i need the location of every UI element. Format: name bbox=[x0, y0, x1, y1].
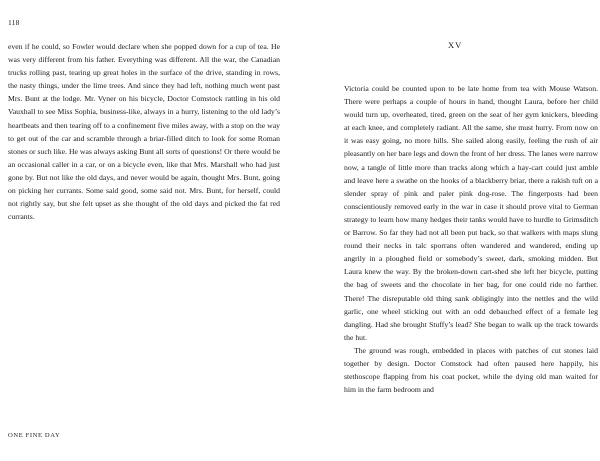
chapter-heading: XV bbox=[448, 40, 463, 50]
running-footer: ONE FINE DAY bbox=[8, 432, 61, 439]
right-text-column bbox=[344, 82, 598, 396]
page-number: 118 bbox=[8, 18, 20, 27]
left-text-column bbox=[8, 40, 280, 223]
right-page bbox=[300, 0, 600, 461]
right-paragraph-1: Victoria could be counted upon to be late home from tea with Mouse Watson. There were perhaps a couple of hours in hand, thought Laura, before her child would turn up, overheated, tired, green on the seat of her gym knickers, bleeding at each knee, and completely radiant. All the same, she must hurry. From now on it was easy going, no more hills. She sailed along easily, feeling the rush of air pleasantly on her bare legs and down the front of her dress. The lanes were narrow now, a tangle of little more than tracks along which a hay-cart could just amble and leave here a swathe on the hooks of a blackberry briar, there a rakish tuft on a slender spray of pink and paler pink dog-rose. The fingerposts had been conscientiously removed early in the war in case it should prove vital to German strategy to learn how many hedges their tanks would have to hurdle to Grimsditch or Barrow. So far they had not all been put back, so that walkers with maps slung round their necks in talc sporrans often wandered and wandered, ending up angrily in a ploughed field or somebody’s sweet, dark, smoking midden. But Laura knew the way. By the broken-down cart-shed she left her bicycle, putting the bag of sweets and the chocolate in her bag, for one could ride no farther. There! The disreputable old thing sank obligingly into the nettles and the wild garlic, one wheel sticking out with an odd debauched effect of a female leg dangling. Had she brought Stuffy’s lead? She began to walk up the track towards the hut. bbox=[344, 84, 598, 342]
left-paragraph-1: even if he could, so Fowler would declare when she popped down for a cup of tea. He was very different from his father. Everything was different. All the war, the Canadian trucks rolling past, tearing up great holes in the surface of the drive, standing in rows, the nasty things, under the lime trees. And since they had left, nothing much went past Mrs. Bunt at the lodge. Mr. Vyner on his bicycle, Doctor Comstock rattling in his old Vauxhall to see Miss Sophia, business-like, always in a hurry, listening to the old lady’s heartbeats and then tearing off to a confinement five miles away, with a stop on the way to get out of the car and scramble through a briar-filled ditch to look for some Roman stones or such like. He was always asking Bunt all sorts of questions! Or there would be an occasional caller in a car, or on a bicycle even, like that Mrs. Marshall who had just gone by. But not like the old days, and never would be again, thought Mrs. Bunt, going on picking her currants. Some said good, some said not. Mrs. Bunt, for herself, could not rightly say, but she felt upset as she thought of the old days and picked the fat red currants. bbox=[8, 42, 280, 222]
right-paragraph-2: The ground was rough, embedded in places with patches of cut stones laid together by design. Doctor Comstock had often paused here happily, his stethoscope flapping from his coat pocket, while the dying old man waited for him in the farm bedroom and bbox=[344, 345, 598, 395]
